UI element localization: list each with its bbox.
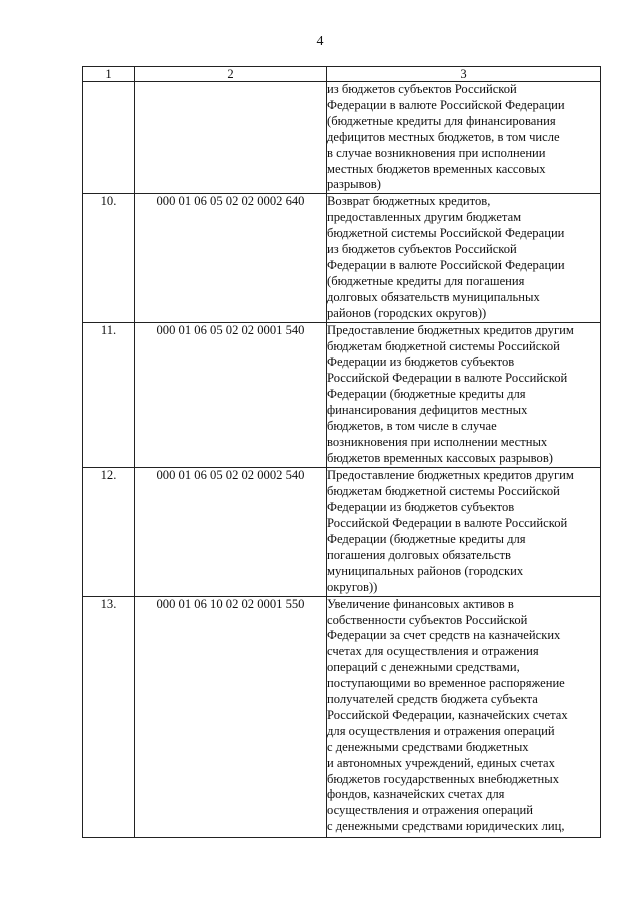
description-line: бюджетов временных кассовых разрывов) bbox=[327, 450, 553, 465]
description-line: фондов, казначейских счетах для bbox=[327, 787, 505, 802]
description-line: Федерации за счет средств на казначейских bbox=[327, 628, 561, 643]
description-line: Федерации в валюте Российской Федерации bbox=[327, 257, 565, 272]
description-line: возникновения при исполнении местных bbox=[327, 434, 548, 449]
description-line: предоставленных другим бюджетам bbox=[327, 210, 522, 225]
row-description-cell bbox=[327, 323, 601, 468]
column-header-2: 2 bbox=[135, 67, 327, 82]
description-line: Российской Федерации, казначейских счетах bbox=[327, 707, 568, 722]
description-line: бюджетам бюджетной системы Российской bbox=[327, 339, 560, 354]
description-line: из бюджетов субъектов Российской bbox=[327, 82, 517, 96]
description-line: Предоставление бюджетных кредитов другим bbox=[327, 323, 574, 338]
description-line: (бюджетные кредиты для финансирования bbox=[327, 113, 556, 128]
column-header-3: 3 bbox=[327, 67, 601, 82]
description-line: разрывов) bbox=[327, 177, 381, 192]
row-description-cell bbox=[327, 194, 601, 323]
description-line: Федерации из бюджетов субъектов bbox=[327, 500, 515, 515]
description-line: Федерации (бюджетные кредиты для bbox=[327, 386, 526, 401]
description-line: Федерации из бюджетов субъектов bbox=[327, 355, 515, 370]
description-line: финансирования дефицитов местных bbox=[327, 402, 528, 417]
row-number-cell: 11. bbox=[83, 323, 135, 468]
row-number-cell: 10. bbox=[83, 194, 135, 323]
table-row-continuation bbox=[83, 82, 601, 194]
budget-codes-table bbox=[82, 66, 601, 838]
row-number-cell bbox=[83, 82, 135, 194]
description-line: Федерации в валюте Российской Федерации bbox=[327, 97, 565, 112]
row-description-cell bbox=[327, 596, 601, 837]
row-code-cell: 000 01 06 05 02 02 0001 540 bbox=[135, 323, 327, 468]
row-description-cell bbox=[327, 468, 601, 596]
description-line: поступающими во временное распоряжение bbox=[327, 676, 565, 691]
description-line: осуществления и отражения операций bbox=[327, 803, 533, 818]
column-header-1: 1 bbox=[83, 67, 135, 82]
description-line: с денежными средствами бюджетных bbox=[327, 739, 529, 754]
description-line: бюджетной системы Российской Федерации bbox=[327, 226, 565, 241]
table-row bbox=[83, 194, 601, 323]
row-code-cell: 000 01 06 05 02 02 0002 640 bbox=[135, 194, 327, 323]
description-line: бюджетов, в том числе в случае bbox=[327, 418, 497, 433]
description-line: в случае возникновения при исполнении bbox=[327, 145, 546, 160]
description-line: бюджетов государственных внебюджетных bbox=[327, 771, 560, 786]
table-row bbox=[83, 468, 601, 596]
table-row bbox=[83, 323, 601, 468]
description-line: Предоставление бюджетных кредитов другим bbox=[327, 468, 574, 483]
description-line: округов)) bbox=[327, 579, 378, 594]
description-line: для осуществления и отражения операций bbox=[327, 723, 555, 738]
row-code-cell bbox=[135, 82, 327, 194]
description-line: местных бюджетов временных кассовых bbox=[327, 161, 546, 176]
description-line: с денежными средствами юридических лиц, bbox=[327, 819, 565, 834]
description-line: долговых обязательств муниципальных bbox=[327, 289, 540, 304]
row-code-cell: 000 01 06 05 02 02 0002 540 bbox=[135, 468, 327, 596]
description-line: собственности субъектов Российской bbox=[327, 612, 528, 627]
description-line: Федерации (бюджетные кредиты для bbox=[327, 531, 526, 546]
page-number: 4 bbox=[316, 34, 324, 49]
description-line: бюджетам бюджетной системы Российской bbox=[327, 484, 560, 499]
description-line: муниципальных районов (городских bbox=[327, 563, 524, 578]
description-line: дефицитов местных бюджетов, в том числе bbox=[327, 129, 560, 144]
description-line: Российской Федерации в валюте Российской bbox=[327, 371, 568, 386]
description-line: и автономных учреждений, единых счетах bbox=[327, 755, 555, 770]
description-line: районов (городских округов)) bbox=[327, 305, 487, 320]
row-number-cell: 13. bbox=[83, 596, 135, 837]
row-code-cell: 000 01 06 10 02 02 0001 550 bbox=[135, 596, 327, 837]
description-line: погашения долговых обязательств bbox=[327, 547, 511, 562]
table-row bbox=[83, 596, 601, 837]
description-line: Возврат бюджетных кредитов, bbox=[327, 194, 491, 209]
description-line: Увеличение финансовых активов в bbox=[327, 596, 514, 611]
description-line: счетах для осуществления и отражения bbox=[327, 644, 539, 659]
description-line: получателей средств бюджета субъекта bbox=[327, 692, 538, 707]
description-line: операций с денежными средствами, bbox=[327, 660, 520, 675]
row-description-cell bbox=[327, 82, 601, 194]
description-line: Российской Федерации в валюте Российской bbox=[327, 516, 568, 531]
table-header-row bbox=[83, 67, 601, 82]
description-line: из бюджетов субъектов Российской bbox=[327, 242, 517, 257]
row-number-cell: 12. bbox=[83, 468, 135, 596]
description-line: (бюджетные кредиты для погашения bbox=[327, 273, 525, 288]
